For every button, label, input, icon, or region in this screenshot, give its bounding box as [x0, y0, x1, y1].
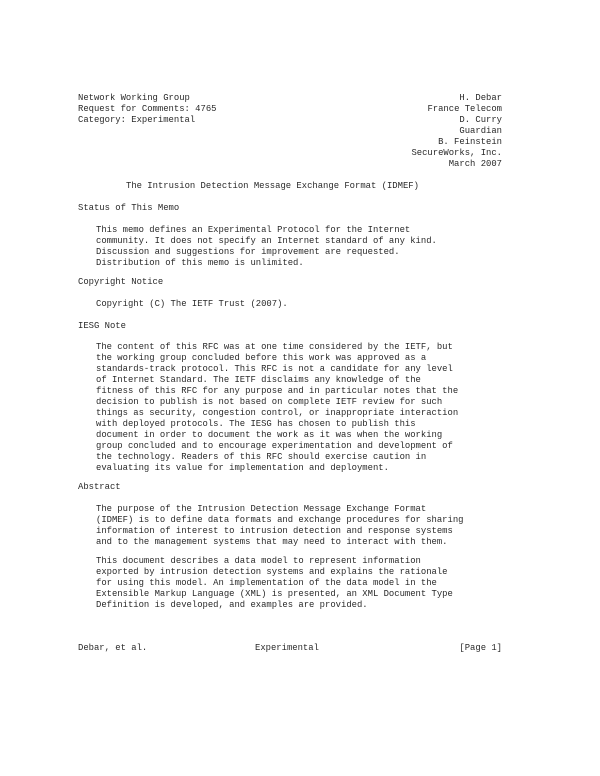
header-right-line-5: B. Feinstein — [438, 137, 502, 147]
header-left-line-2: Request for Comments: 4765 — [78, 104, 217, 114]
iesg-paragraph: The content of this RFC was at one time considered by the IETF, but the working group concluded before this work was approved as a standards-track protocol. This RFC is not a candidate for any level of Internet Standard. The IETF disclaims any knowledge of the fitness of this RFC for any purpose and in particular notes that the decision to publish is not based on complete IETF review for such things as security, congestion control, or inappropriate interaction with deployed protocols. The IESG has chosen to publish this document in order to document the work as it was when the working group concluded and to encourage experimentation and development of the technology. Readers of this RFC should exercise caution in evaluating its value for implementation and deployment. — [96, 342, 459, 473]
section-heading-status: Status of This Memo — [78, 203, 180, 213]
footer-page-number: [Page 1] — [459, 643, 502, 653]
abstract-paragraph-1: The purpose of the Intrusion Detection Message Exchange Format (IDMEF) is to define data formats and exchange procedures for sharing information of interest to intrusion detection and response systems and to the management systems that may need to interact with them. — [96, 504, 464, 547]
footer-authors: Debar, et al. — [78, 643, 148, 653]
document-title: The Intrusion Detection Message Exchange Format (IDMEF) — [126, 181, 419, 191]
section-heading-iesg: IESG Note — [78, 321, 126, 331]
header-right-line-6: SecureWorks, Inc. — [411, 148, 502, 158]
header-right-line-7: March 2007 — [448, 159, 502, 169]
header-left-line-1: Network Working Group — [78, 93, 190, 103]
abstract-paragraph-2: This document describes a data model to represent information exported by intrusion detection systems and explains the rationale for using this model. An implementation of the data model in the Extensible Markup Language (XML) is presented, an XML Document Type Definition is developed, and examples are provided. — [96, 556, 453, 610]
header-right-line-1: H. Debar — [459, 93, 502, 103]
copyright-paragraph: Copyright (C) The IETF Trust (2007). — [96, 299, 288, 309]
header-right-line-3: D. Curry — [459, 115, 502, 125]
header-right-line-2: France Telecom — [427, 104, 502, 114]
header-left-line-3: Category: Experimental — [78, 115, 196, 125]
footer-category: Experimental — [255, 643, 319, 653]
status-paragraph: This memo defines an Experimental Protocol for the Internet community. It does not specify an Internet standard of any kind. Discussion and suggestions for improvement are requested. Distribution of this memo is unlimited. — [96, 225, 437, 268]
section-heading-copyright: Copyright Notice — [78, 277, 164, 287]
header-right-line-4: Guardian — [459, 126, 502, 136]
section-heading-abstract: Abstract — [78, 482, 121, 492]
